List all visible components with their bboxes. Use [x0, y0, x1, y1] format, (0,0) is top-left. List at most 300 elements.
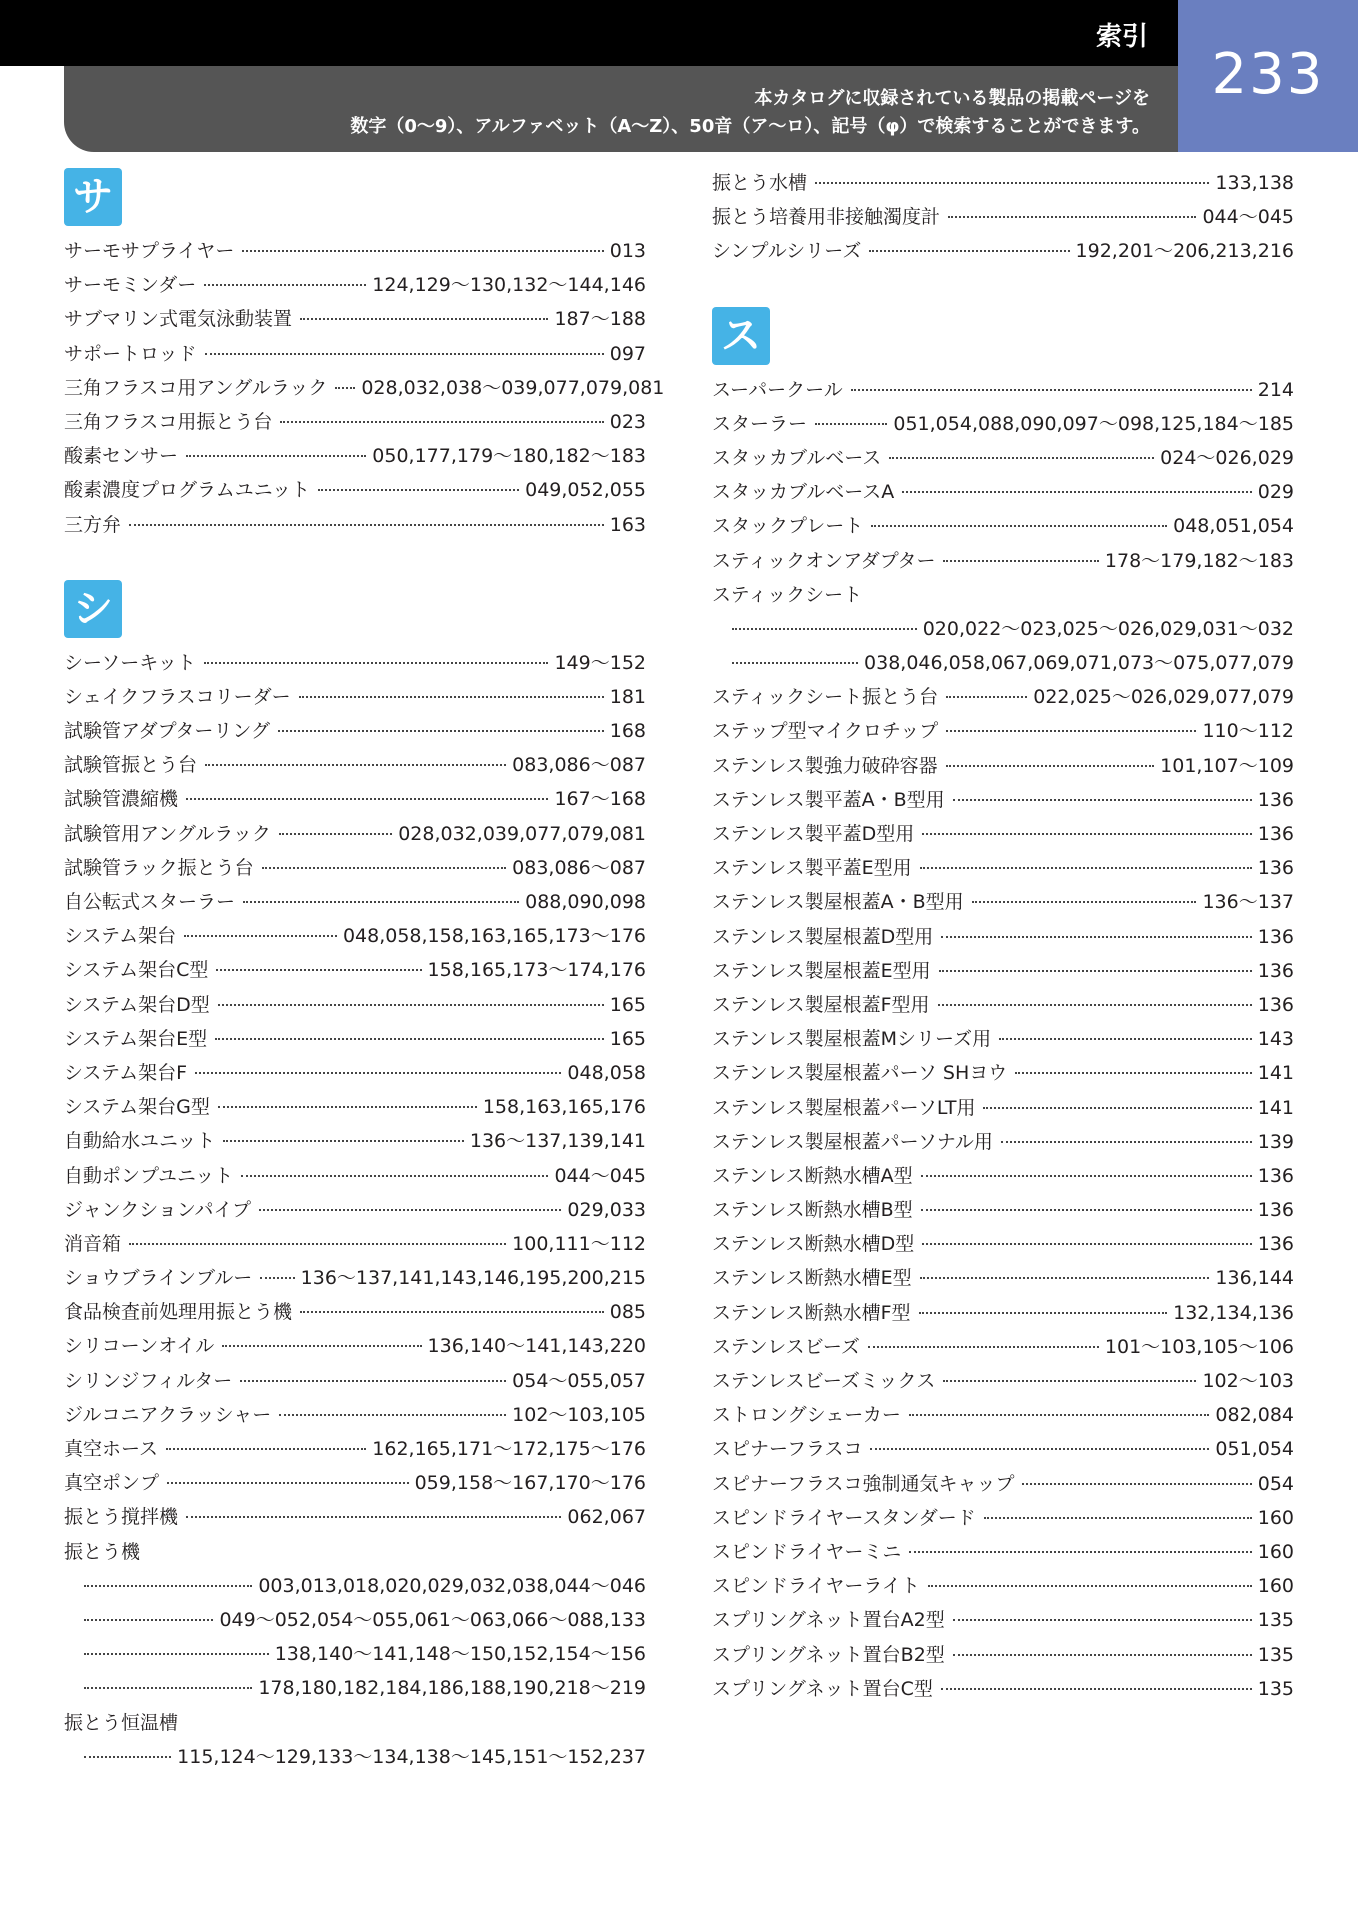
index-entry: [712, 1058, 1294, 1092]
entry-name: 振とう撹拌機: [64, 1506, 179, 1529]
dot-leader: [280, 421, 603, 423]
index-entry: [64, 716, 646, 750]
index-entry: [64, 236, 646, 270]
entry-pages: 050,177,179～180,182～183: [372, 445, 646, 468]
entry-name: 自動給水ユニット: [64, 1130, 216, 1153]
entry-name: ステンレス製屋根蓋F型用: [712, 993, 930, 1016]
entry-name: サーモミンダー: [64, 274, 197, 297]
dot-leader: [851, 389, 1252, 391]
dot-leader: [223, 1140, 464, 1142]
entry-name: スタッカブルベース: [712, 446, 882, 469]
index-entry: [712, 751, 1294, 785]
entry-pages: 051,054,088,090,097～098,125,184～185: [893, 412, 1294, 435]
entry-pages: 124,129～130,132～144,146: [372, 274, 646, 297]
index-entry: [712, 1434, 1294, 1468]
index-entry: [712, 1469, 1294, 1503]
entry-name: 三角フラスコ用アングルラック: [64, 376, 328, 399]
entry-name: ステンレスビーズミックス: [712, 1370, 936, 1392]
index-entry: [712, 1674, 1294, 1708]
index-entry: [64, 1126, 646, 1160]
index-entry: [64, 1331, 646, 1365]
entry-name: スピンドライヤーミニ: [712, 1540, 902, 1563]
dot-leader: [215, 1038, 604, 1040]
index-entry: [712, 511, 1294, 545]
entry-name: シリコーンオイル: [64, 1335, 215, 1358]
dot-leader: [300, 318, 548, 320]
dot-leader: [928, 1585, 1252, 1587]
entry-name: 試験管濃縮機: [64, 788, 179, 811]
index-entry: [712, 819, 1294, 853]
entry-name: ジルコニアクラッシャー: [64, 1403, 272, 1426]
entry-name: シェイクフラスコリーダー: [64, 685, 291, 708]
index-entry: [64, 1297, 646, 1331]
dot-leader: [243, 901, 519, 903]
index-entry: [64, 441, 646, 475]
entry-pages: 149～152: [554, 651, 646, 674]
entry-pages: 160: [1257, 1575, 1294, 1598]
description-bar: [64, 66, 1178, 152]
entry-pages: 214: [1257, 378, 1294, 401]
dot-leader: [946, 730, 1196, 732]
index-entry: [712, 716, 1294, 750]
entry-name: ステンレス製屋根蓋パーソLT用: [712, 1096, 976, 1119]
description-line-2: 数字（0～9）、アルファベット（A～Z）、50音（ア～ロ）、記号（φ）で検索することができます。: [350, 116, 1150, 137]
index-entry: [64, 339, 646, 373]
index-list-stick-sheet-pages: [712, 614, 1294, 682]
dot-leader: [941, 936, 1251, 938]
index-list-su-b: [712, 682, 1294, 1708]
dot-leader: [184, 935, 337, 937]
entry-name: システム架台D型: [64, 993, 210, 1016]
entry-pages: 136: [1257, 993, 1294, 1016]
entry-name: 振とう培養用非接触濁度計: [712, 206, 941, 229]
entry-pages: 158,163,165,176: [482, 1096, 646, 1119]
dot-leader: [922, 1243, 1251, 1245]
entry-pages: 044～045: [554, 1164, 646, 1187]
index-entry: [64, 1024, 646, 1058]
entry-name: ステンレス断熱水槽B型: [712, 1199, 913, 1222]
entry-pages: 178～179,182～183: [1104, 549, 1294, 572]
dot-leader: [938, 1004, 1252, 1006]
entry-pages: 020,022～023,025～026,029,031～032: [922, 617, 1294, 640]
dot-leader: [953, 1619, 1252, 1621]
index-entry: [64, 304, 646, 338]
index-entry: [64, 270, 646, 304]
entry-pages: 136,140～141,143,220: [427, 1335, 646, 1358]
dot-leader: [186, 798, 548, 800]
entry-pages: 003,013,018,020,029,032,038,044～046: [258, 1574, 646, 1597]
entry-name: スーパークール: [712, 378, 843, 401]
dot-leader: [129, 1243, 506, 1245]
entry-pages: 136: [1257, 1199, 1294, 1222]
entry-pages: 049～052,054～055,061～063,066～088,133: [219, 1608, 646, 1631]
index-entry: [64, 990, 646, 1024]
dot-leader: [167, 1482, 409, 1484]
dot-leader: [984, 1517, 1252, 1519]
entry-pages: 048,058: [567, 1061, 646, 1084]
index-entry: [712, 785, 1294, 819]
entry-pages: 136: [1257, 823, 1294, 845]
entry-name: システム架台F: [64, 1061, 188, 1084]
dot-leader: [84, 1585, 252, 1587]
dot-leader: [943, 560, 1098, 562]
entry-name: 消音箱: [64, 1232, 122, 1255]
entry-pages: 085: [609, 1301, 646, 1324]
entry-pages: 110～112: [1202, 720, 1294, 743]
index-continuation-line: [64, 1571, 646, 1605]
entry-name: スタッカブルベースA: [712, 481, 895, 504]
index-entry: [712, 1229, 1294, 1263]
entry-name: ステンレス製屋根蓋パーソ SHヨウ: [712, 1062, 1008, 1085]
dot-leader: [1015, 1072, 1251, 1074]
entry-name: システム架台C型: [64, 959, 209, 982]
entry-pages: 167～168: [554, 788, 646, 811]
entry-pages: 136: [1257, 1233, 1294, 1256]
kana-heading-shi: シ: [64, 580, 122, 638]
dot-leader: [195, 1072, 561, 1074]
dot-leader: [84, 1619, 213, 1621]
entry-name: 真空ポンプ: [64, 1472, 160, 1495]
index-entry: [712, 887, 1294, 921]
dot-leader: [946, 765, 1155, 767]
dot-leader: [939, 970, 1252, 972]
dot-leader: [218, 1004, 604, 1006]
dot-leader: [260, 1277, 294, 1279]
entry-pages: 136～137,141,143,146,195,200,215: [300, 1267, 646, 1290]
entry-name: ショウブラインブルー: [64, 1267, 253, 1290]
entry-name: スティックオンアダプター: [712, 549, 936, 572]
entry-name: ステンレス製平蓋D型用: [712, 823, 915, 845]
entry-pages: 136～137: [1202, 891, 1294, 914]
dot-leader: [870, 1448, 1209, 1450]
entry-pages: 029,033: [567, 1198, 646, 1221]
entry-pages: 163: [609, 513, 646, 536]
index-entry: [64, 1468, 646, 1502]
dot-leader: [84, 1687, 252, 1689]
entry-name: スピナーフラスコ強制通気キャップ: [712, 1472, 1015, 1495]
entry-name: スピナーフラスコ: [712, 1438, 863, 1461]
index-entry: [712, 1640, 1294, 1674]
entry-pages: 133,138: [1215, 172, 1294, 194]
entry-pages: 178,180,182,184,186,188,190,218～219: [258, 1677, 646, 1700]
index-entry: [712, 168, 1294, 202]
dot-leader: [948, 216, 1196, 218]
header-bar: [0, 0, 1178, 66]
index-list-su-a: [712, 375, 1294, 580]
entry-name: 試験管アダプターリング: [64, 720, 270, 743]
entry-pages: 083,086～087: [512, 754, 646, 777]
entry-name: ステンレス製屋根蓋E型用: [712, 959, 931, 982]
index-entry: [64, 510, 646, 544]
index-entry: [712, 236, 1294, 270]
index-entry: [64, 1092, 646, 1126]
entry-name: 食品検査前処理用振とう機: [64, 1301, 293, 1324]
entry-pages: 049,052,055: [525, 479, 646, 502]
index-list-shi-continued: [712, 168, 1294, 271]
dot-leader: [218, 1106, 477, 1108]
entry-pages: 088,090,098: [525, 891, 646, 913]
index-entry: [64, 682, 646, 716]
dot-leader: [1001, 1141, 1252, 1143]
index-entry: [712, 990, 1294, 1024]
dot-leader: [919, 1312, 1168, 1314]
index-entry: [712, 1024, 1294, 1058]
entry-pages: 181: [609, 685, 646, 708]
dot-leader: [129, 524, 604, 526]
page-number: 233: [1211, 42, 1325, 107]
dot-leader: [941, 1688, 1252, 1690]
entry-pages: 029: [1257, 481, 1294, 504]
dot-leader: [205, 764, 506, 766]
description-line-1: 本カタログに収録されている製品の掲載ページを: [754, 88, 1150, 109]
entry-pages: 083,086～087: [512, 856, 646, 879]
index-entry-label: スティックシート: [712, 583, 863, 606]
entry-name: ステンレス断熱水槽D型: [712, 1233, 915, 1256]
index-entry: [712, 375, 1294, 409]
entry-pages: 115,124～129,133～134,138～145,151～152,237: [177, 1745, 646, 1768]
entry-name: サブマリン式電気泳動装置: [64, 308, 293, 331]
dot-leader: [204, 284, 366, 286]
dot-leader: [222, 1345, 421, 1347]
entry-name: 三方弁: [64, 513, 122, 536]
dot-leader: [868, 1346, 1099, 1348]
index-entry: [64, 1195, 646, 1229]
entry-pages: 136: [1257, 959, 1294, 982]
entry-name: スピンドライヤースタンダード: [712, 1506, 976, 1529]
entry-pages: 100,111～112: [512, 1232, 646, 1255]
entry-name: ステンレス断熱水槽A型: [712, 1164, 913, 1187]
entry-pages: 138,140～141,148～150,152,154～156: [274, 1643, 646, 1666]
dot-leader: [278, 730, 604, 732]
index-list-shi: [64, 648, 646, 1537]
index-entry: [64, 1229, 646, 1263]
index-entry: [64, 1400, 646, 1434]
entry-pages: 024～026,029: [1160, 446, 1294, 469]
dot-leader: [204, 662, 549, 664]
dot-leader: [946, 696, 1027, 698]
entry-pages: 136: [1257, 925, 1294, 948]
dot-leader: [262, 867, 507, 869]
entry-pages: 132,134,136: [1173, 1301, 1294, 1324]
entry-name: 試験管用アングルラック: [64, 822, 271, 845]
index-entry-label: 振とう機: [64, 1540, 141, 1563]
index-entry: [712, 477, 1294, 511]
dot-leader: [815, 182, 1209, 184]
entry-name: ストロングシェーカー: [712, 1404, 901, 1427]
entry-name: 真空ホース: [64, 1438, 159, 1460]
index-entry: [712, 682, 1294, 716]
entry-name: 酸素センサー: [64, 445, 179, 468]
entry-name: ステップ型マイクロチップ: [712, 720, 939, 743]
dot-leader: [815, 423, 887, 425]
entry-pages: 028,032,038～039,077,079,081: [361, 376, 665, 399]
index-entry: [64, 1502, 646, 1536]
entry-pages: 135: [1257, 1677, 1294, 1700]
index-list-incubator-pages: [64, 1742, 646, 1776]
dot-leader: [983, 1107, 1251, 1109]
dot-leader: [259, 1209, 561, 1211]
index-entry: [712, 1298, 1294, 1332]
entry-pages: 102～103,105: [512, 1403, 646, 1426]
index-entry: [64, 853, 646, 887]
index-continuation-line: [712, 614, 1294, 648]
entry-pages: 102～103: [1202, 1370, 1294, 1392]
dot-leader: [299, 696, 604, 698]
entry-name: ステンレス製平蓋A・B型用: [712, 788, 945, 811]
index-entry: [712, 1400, 1294, 1434]
index-entry: [712, 922, 1294, 956]
entry-pages: 054～055,057: [512, 1369, 646, 1392]
index-entry: [712, 1161, 1294, 1195]
entry-pages: 136～137,139,141: [469, 1130, 646, 1153]
index-entry: [712, 443, 1294, 477]
index-continuation-line: [64, 1605, 646, 1639]
entry-pages: 168: [609, 720, 646, 743]
entry-pages: 028,032,039,077,079,081: [398, 822, 646, 845]
dot-leader: [953, 1654, 1252, 1656]
index-entry-label: 振とう恒温槽: [64, 1711, 179, 1734]
index-continuation-line: [64, 1673, 646, 1707]
entry-pages: 048,058,158,163,165,173～176: [342, 925, 646, 948]
kana-heading-su: ス: [712, 307, 770, 365]
entry-name: シンプルシリーズ: [712, 240, 862, 263]
dot-leader: [732, 628, 917, 630]
index-entry: [64, 887, 646, 921]
entry-pages: 054: [1257, 1472, 1294, 1495]
index-entry: [712, 1605, 1294, 1639]
index-entry: [64, 475, 646, 509]
entry-name: スプリングネット置台B2型: [712, 1643, 945, 1666]
dot-leader: [166, 1448, 366, 1450]
index-entry: [712, 1571, 1294, 1605]
entry-pages: 141: [1257, 1062, 1294, 1085]
entry-pages: 082,084: [1215, 1404, 1294, 1427]
index-entry: [712, 1366, 1294, 1400]
index-entry: [64, 1263, 646, 1297]
kana-heading-sa: サ: [64, 168, 122, 226]
dot-leader: [279, 833, 392, 835]
index-entry: [64, 1434, 646, 1468]
dot-leader: [920, 867, 1252, 869]
index-list-sa: [64, 236, 665, 544]
dot-leader: [241, 1175, 548, 1177]
entry-pages: 022,025～026,029,077,079: [1033, 686, 1294, 709]
index-list-shaker-pages: [64, 1571, 646, 1708]
index-continuation-line: [64, 1639, 646, 1673]
dot-leader: [921, 1175, 1252, 1177]
index-column-left: [64, 168, 665, 1776]
dot-leader: [909, 1551, 1251, 1553]
entry-pages: 162,165,171～172,175～176: [372, 1438, 646, 1460]
entry-pages: 192,201～206,213,216: [1075, 240, 1294, 263]
dot-leader: [279, 1414, 506, 1416]
entry-pages: 101,107～109: [1160, 754, 1294, 777]
index-entry: [712, 1195, 1294, 1229]
entry-name: 酸素濃度プログラムユニット: [64, 479, 311, 502]
dot-leader: [871, 525, 1167, 527]
dot-leader: [300, 1311, 604, 1313]
entry-pages: 136: [1257, 1164, 1294, 1187]
dot-leader: [972, 901, 1197, 903]
index-entry: [64, 407, 646, 441]
dot-leader: [186, 455, 366, 457]
index-continuation-line: [712, 648, 1294, 682]
entry-name: スティックシート振とう台: [712, 686, 939, 709]
entry-name: ステンレス断熱水槽F型: [712, 1301, 911, 1324]
entry-name: ステンレス製屋根蓋D型用: [712, 925, 934, 948]
index-entry: [64, 784, 646, 818]
dot-leader: [902, 491, 1251, 493]
entry-pages: 141: [1257, 1096, 1294, 1119]
index-entry: [712, 1537, 1294, 1571]
entry-name: ステンレスビーズ: [712, 1335, 860, 1358]
entry-name: 自動ポンプユニット: [64, 1164, 234, 1187]
index-entry: [64, 648, 646, 682]
entry-name: ステンレス製屋根蓋パーソナル用: [712, 1130, 993, 1153]
entry-name: 振とう水槽: [712, 172, 808, 194]
entry-name: 自公転式スターラー: [64, 891, 236, 913]
dot-leader: [240, 1380, 506, 1382]
entry-name: 試験管振とう台: [64, 754, 198, 777]
entry-name: スプリングネット置台A2型: [712, 1609, 945, 1632]
entry-pages: 013: [609, 240, 646, 262]
index-column-right: [712, 168, 1294, 1708]
entry-name: シリンジフィルター: [64, 1369, 233, 1392]
entry-pages: 101～103,105～106: [1104, 1335, 1294, 1358]
entry-pages: 187～188: [554, 308, 646, 331]
dot-leader: [909, 1414, 1210, 1416]
dot-leader: [943, 1380, 1196, 1382]
index-entry: [712, 1263, 1294, 1297]
dot-leader: [84, 1756, 171, 1758]
index-entry: [712, 956, 1294, 990]
entry-pages: 059,158～167,170～176: [414, 1472, 646, 1495]
index-entry: [712, 1332, 1294, 1366]
entry-name: スターラー: [712, 412, 808, 435]
dot-leader: [335, 387, 355, 389]
entry-pages: 062,067: [567, 1506, 646, 1529]
entry-name: スプリングネット置台C型: [712, 1677, 933, 1700]
dot-leader: [920, 1277, 1210, 1279]
dot-leader: [921, 1209, 1252, 1211]
entry-pages: 160: [1257, 1506, 1294, 1529]
index-entry: [64, 1366, 646, 1400]
entry-name: ステンレス製強力破砕容器: [712, 754, 938, 777]
index-entry: [64, 750, 646, 784]
index-entry: [64, 1161, 646, 1195]
index-entry: [712, 853, 1294, 887]
index-entry: [712, 1093, 1294, 1127]
dot-leader: [869, 250, 1069, 252]
entry-pages: 038,046,058,067,069,071,073～075,077,079: [864, 652, 1294, 675]
index-continuation-line: [64, 1742, 646, 1776]
entry-name: システム架台: [64, 925, 177, 948]
entry-pages: 044～045: [1202, 206, 1294, 229]
dot-leader: [999, 1038, 1252, 1040]
entry-pages: 143: [1257, 1028, 1294, 1051]
dot-leader: [318, 489, 519, 491]
entry-pages: 165: [609, 993, 646, 1016]
dot-leader: [922, 833, 1251, 835]
dot-leader: [1022, 1483, 1251, 1485]
entry-name: 試験管ラック振とう台: [64, 856, 254, 879]
index-entry: [64, 373, 665, 407]
section-title: 索引: [1095, 22, 1148, 52]
entry-name: スタックプレート: [712, 515, 864, 538]
entry-name: ステンレス断熱水槽E型: [712, 1267, 912, 1290]
index-entry: [64, 1058, 646, 1092]
entry-name: ステンレス製平蓋E型用: [712, 857, 912, 880]
